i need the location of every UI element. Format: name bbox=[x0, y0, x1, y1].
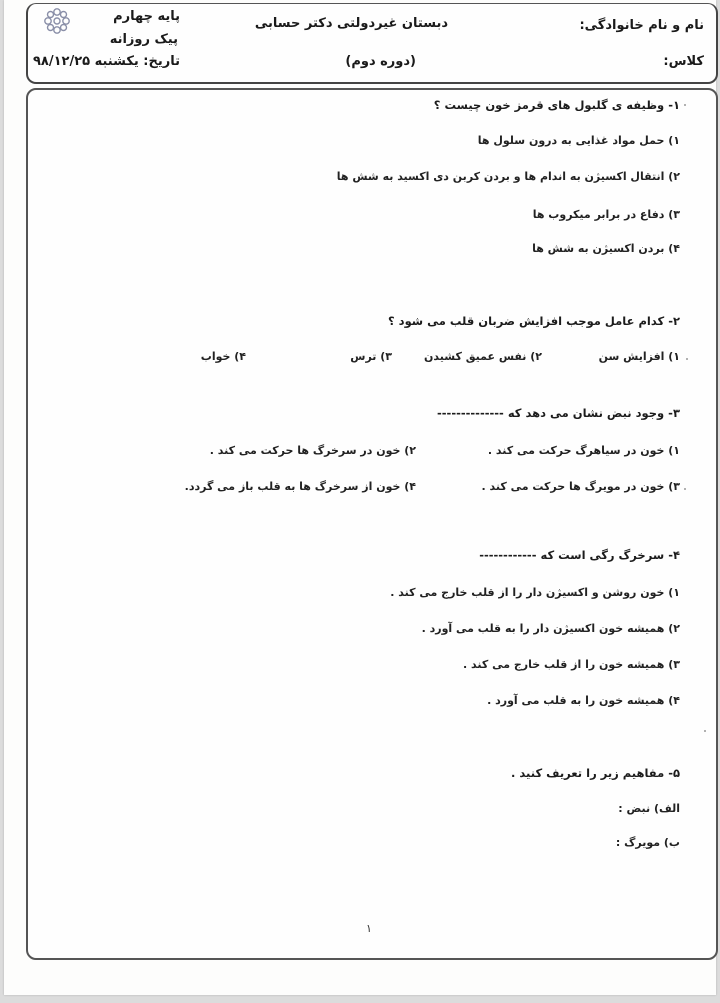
answer-option[interactable]: ۳) خون در مویرگ ها حرکت می کند . bbox=[481, 480, 680, 493]
answer-option[interactable]: ۴) همیشه خون را به قلب می آورد . bbox=[487, 694, 680, 707]
school-logo-icon bbox=[40, 6, 74, 36]
answer-option[interactable]: ۲) همیشه خون اکسیژن دار را به قلب می آورد . bbox=[421, 622, 680, 635]
answer-option[interactable]: ۳) همیشه خون را از قلب خارج می کند . bbox=[462, 658, 680, 671]
answer-option[interactable]: ۲) خون در سرخرگ ها حرکت می کند . bbox=[209, 444, 416, 457]
speck bbox=[704, 730, 706, 732]
question-text: ۳- وجود نبض نشان می دهد که -------------- bbox=[437, 406, 680, 420]
answer-option[interactable]: ۱) خون روشن و اکسیژن دار را از قلب خارج می کند . bbox=[390, 586, 680, 599]
answer-option[interactable]: ۱) حمل مواد غذایی به درون سلول ها bbox=[477, 134, 680, 147]
answer-option[interactable]: ۲) نفس عمیق کشیدن bbox=[424, 350, 542, 363]
exam-sheet bbox=[4, 0, 716, 995]
daily-sheet-label: پیک روزانه bbox=[109, 32, 178, 47]
question-text: ۴- سرخرگ رگی است که ------------ bbox=[479, 548, 680, 562]
definition-item[interactable]: ب) مویرگ : bbox=[615, 836, 680, 849]
student-name-label: نام و نام خانوادگی: bbox=[579, 18, 704, 33]
answer-option[interactable]: ۴) خواب bbox=[200, 350, 246, 363]
answer-option[interactable]: ۱) افزایش سن bbox=[598, 350, 680, 363]
grade-label: پایه چهارم bbox=[113, 9, 180, 24]
answer-option[interactable]: ۴) بردن اکسیژن به شش ها bbox=[532, 242, 680, 255]
school-name: دبستان غیردولتی دکتر حسابی bbox=[254, 16, 448, 31]
question-text: ۲- کدام عامل موجب افزایش ضربان قلب می شود ؟ bbox=[388, 314, 680, 328]
speck bbox=[684, 104, 686, 106]
answer-option[interactable]: ۳) ترس bbox=[350, 350, 392, 363]
answer-option[interactable]: ۱) خون در سیاهرگ حرکت می کند . bbox=[487, 444, 680, 457]
header-box bbox=[26, 3, 718, 84]
answer-option[interactable]: ۴) خون از سرخرگ ها به قلب باز می گردد. bbox=[184, 480, 416, 493]
question-text: ۱- وظیفه ی گلبول های قرمز خون چیست ؟ bbox=[433, 98, 680, 112]
answer-option[interactable]: ۲) انتقال اکسیژن به اندام ها و بردن کربن دی اکسید به شش ها bbox=[336, 170, 680, 183]
period-label: (دوره دوم) bbox=[345, 54, 416, 69]
answer-option[interactable]: ۳) دفاع در برابر میکروب ها bbox=[532, 208, 680, 221]
exam-date: تاریخ: یکشنبه ۹۸/۱۲/۲۵ bbox=[32, 54, 180, 69]
page-number: ۱ bbox=[366, 922, 372, 935]
question-text: ۵- مفاهیم زیر را تعریف کنید . bbox=[511, 766, 680, 780]
speck bbox=[686, 358, 688, 360]
speck bbox=[684, 488, 686, 490]
class-label: کلاس: bbox=[663, 54, 704, 69]
questions-box bbox=[26, 88, 718, 960]
definition-item[interactable]: الف) نبض : bbox=[618, 802, 680, 815]
